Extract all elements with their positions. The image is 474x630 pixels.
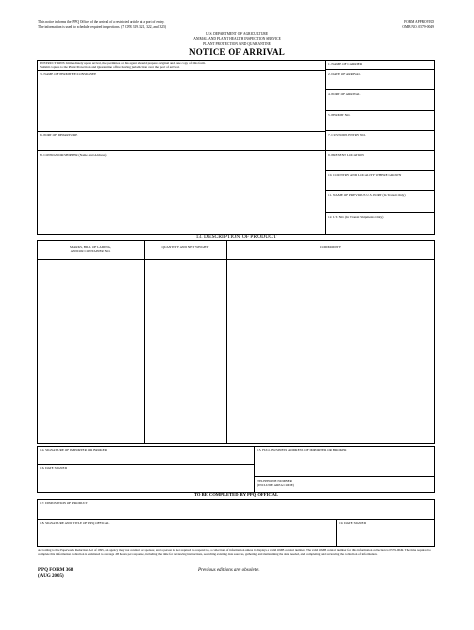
carrier-field[interactable]: 1. NAME OF CARRIER <box>328 62 363 66</box>
official-section-title: TO BE COMPLETED BY PPQ OFFICAL <box>193 492 279 497</box>
paperwork-notice <box>38 548 434 556</box>
paperwork-line-2: collection is 0579-0049. The time required to complete this information collection is estimated to average .08 hours per response, including the time for reviewing instructions, searching existing data sources, gathering and <box>38 548 431 556</box>
port-departure-field[interactable]: 6. PORT OF DEPARTURE <box>40 133 78 137</box>
telephone-label-1[interactable]: TELEPHONE NUMBER <box>257 479 292 483</box>
top-form-block <box>37 60 435 235</box>
disposition-field[interactable]: 17. DISPOSITION OF PRODUCT <box>40 501 88 505</box>
notice-line-1: This notice informs the PPQ Office of the arrival of a restricted article at a port of entry. <box>38 20 165 24</box>
agency-line-3: PLANT PROTECTION AND QUARANTINE <box>203 42 271 46</box>
ppq-date-field[interactable]: 19. DATE SIGNED <box>339 521 367 525</box>
arrival-date-field[interactable]: 2. DATE OF ARRIVAL <box>328 72 361 76</box>
form-approved: FORM APPROVED <box>404 20 434 24</box>
present-location-field[interactable]: 9. PRESENT LOCATION <box>328 153 364 157</box>
page-title: NOTICE OF ARRIVAL <box>189 47 285 57</box>
form-number: PPQ FORM 368 <box>38 568 74 573</box>
permittee-field[interactable]: 3. NAME OF PERMITEE/CONSIGNEE <box>40 72 97 76</box>
signature-block <box>37 446 435 493</box>
customs-entry-field[interactable]: 7. CUSTOMS ENTRY NO. <box>328 133 366 137</box>
agency-line-2: ANIMAL AND PLANT HEALTH INSPECTION SERVICE <box>193 37 281 41</box>
it-no-field[interactable]: 12. I.T. NO. (In Transit Shipments Only) <box>328 215 384 219</box>
form-date: (AUG 2005) <box>38 574 64 579</box>
obsolete-note: Previous editions are obsolete. <box>198 568 260 573</box>
product-section-title: 13. DESCRIPTION OF PRODUCT <box>195 234 277 240</box>
previous-port-field[interactable]: 11. NAME OF PREVIOUS U.S. PORT (In Transit Only) <box>328 193 406 197</box>
col-marks-header-2: AND/OR CONTAINER NO. <box>70 249 111 253</box>
country-grown-field[interactable]: 10. COUNTRY AND LOCALITY WHERE GROWN <box>328 173 402 177</box>
consignor-field[interactable]: 8. CONSIGNOR/SHIPPER (Name and Address) <box>40 153 107 157</box>
col-quantity-header: QUANTITY AND NET WEIGHT <box>161 245 209 249</box>
instructions-line-1: INSTRUCTIONS: Immediately upon arrival, the permittee or his agent should prepare original and one copy of this form. <box>40 61 206 65</box>
col-marks-header-1: MARKS, BILL OF LADING, <box>69 245 112 249</box>
notice-line-2: The information is used to schedule required inspections. (7 CFR 319.321, 322, and 325) <box>38 25 167 29</box>
agency-line-1: U.S. DEPARTMENT OF AGRICULTURE <box>205 32 269 36</box>
instructions-line-2: Submit copies to the Plant Protection and Quarantine office having jurisdiction over the port of arrival. <box>40 65 180 69</box>
permit-no-field[interactable]: 5. PERMIT NO. <box>328 113 351 117</box>
date-signed-field[interactable]: 16. DATE SIGNED <box>40 466 68 470</box>
product-table <box>37 240 435 444</box>
telephone-label-2: (INCLUDE AREA CODE) <box>257 483 294 487</box>
omb-number: OMB NO. 0579-0049 <box>402 25 434 29</box>
port-arrival-field[interactable]: 4. PORT OF ARRIVAL <box>328 92 361 96</box>
ppq-signature-field[interactable]: 18. SIGNATURE AND TITLE OF PPQ OFFICAL <box>40 521 110 525</box>
col-commodity-header: COMMODITY <box>319 245 342 249</box>
paperwork-line-1: According to the Paperwork Reduction Act of 1995, an agency may not conduct or sponsor, and a person is not required to respond to, a collection of information unless it displays a valid OMB control number. The valid OMB control number for this information <box>38 548 373 552</box>
business-address-field[interactable]: 15. FULL BUSINESS ADDRESS OF IMPORTER OR BROKER <box>257 448 347 452</box>
importer-signature-field[interactable]: 14. SIGNATURE OF IMPORTER OR BROKER <box>40 448 108 452</box>
paperwork-line-3: maintaining the data needed, and completing and reviewing the collection of information. <box>263 552 378 556</box>
